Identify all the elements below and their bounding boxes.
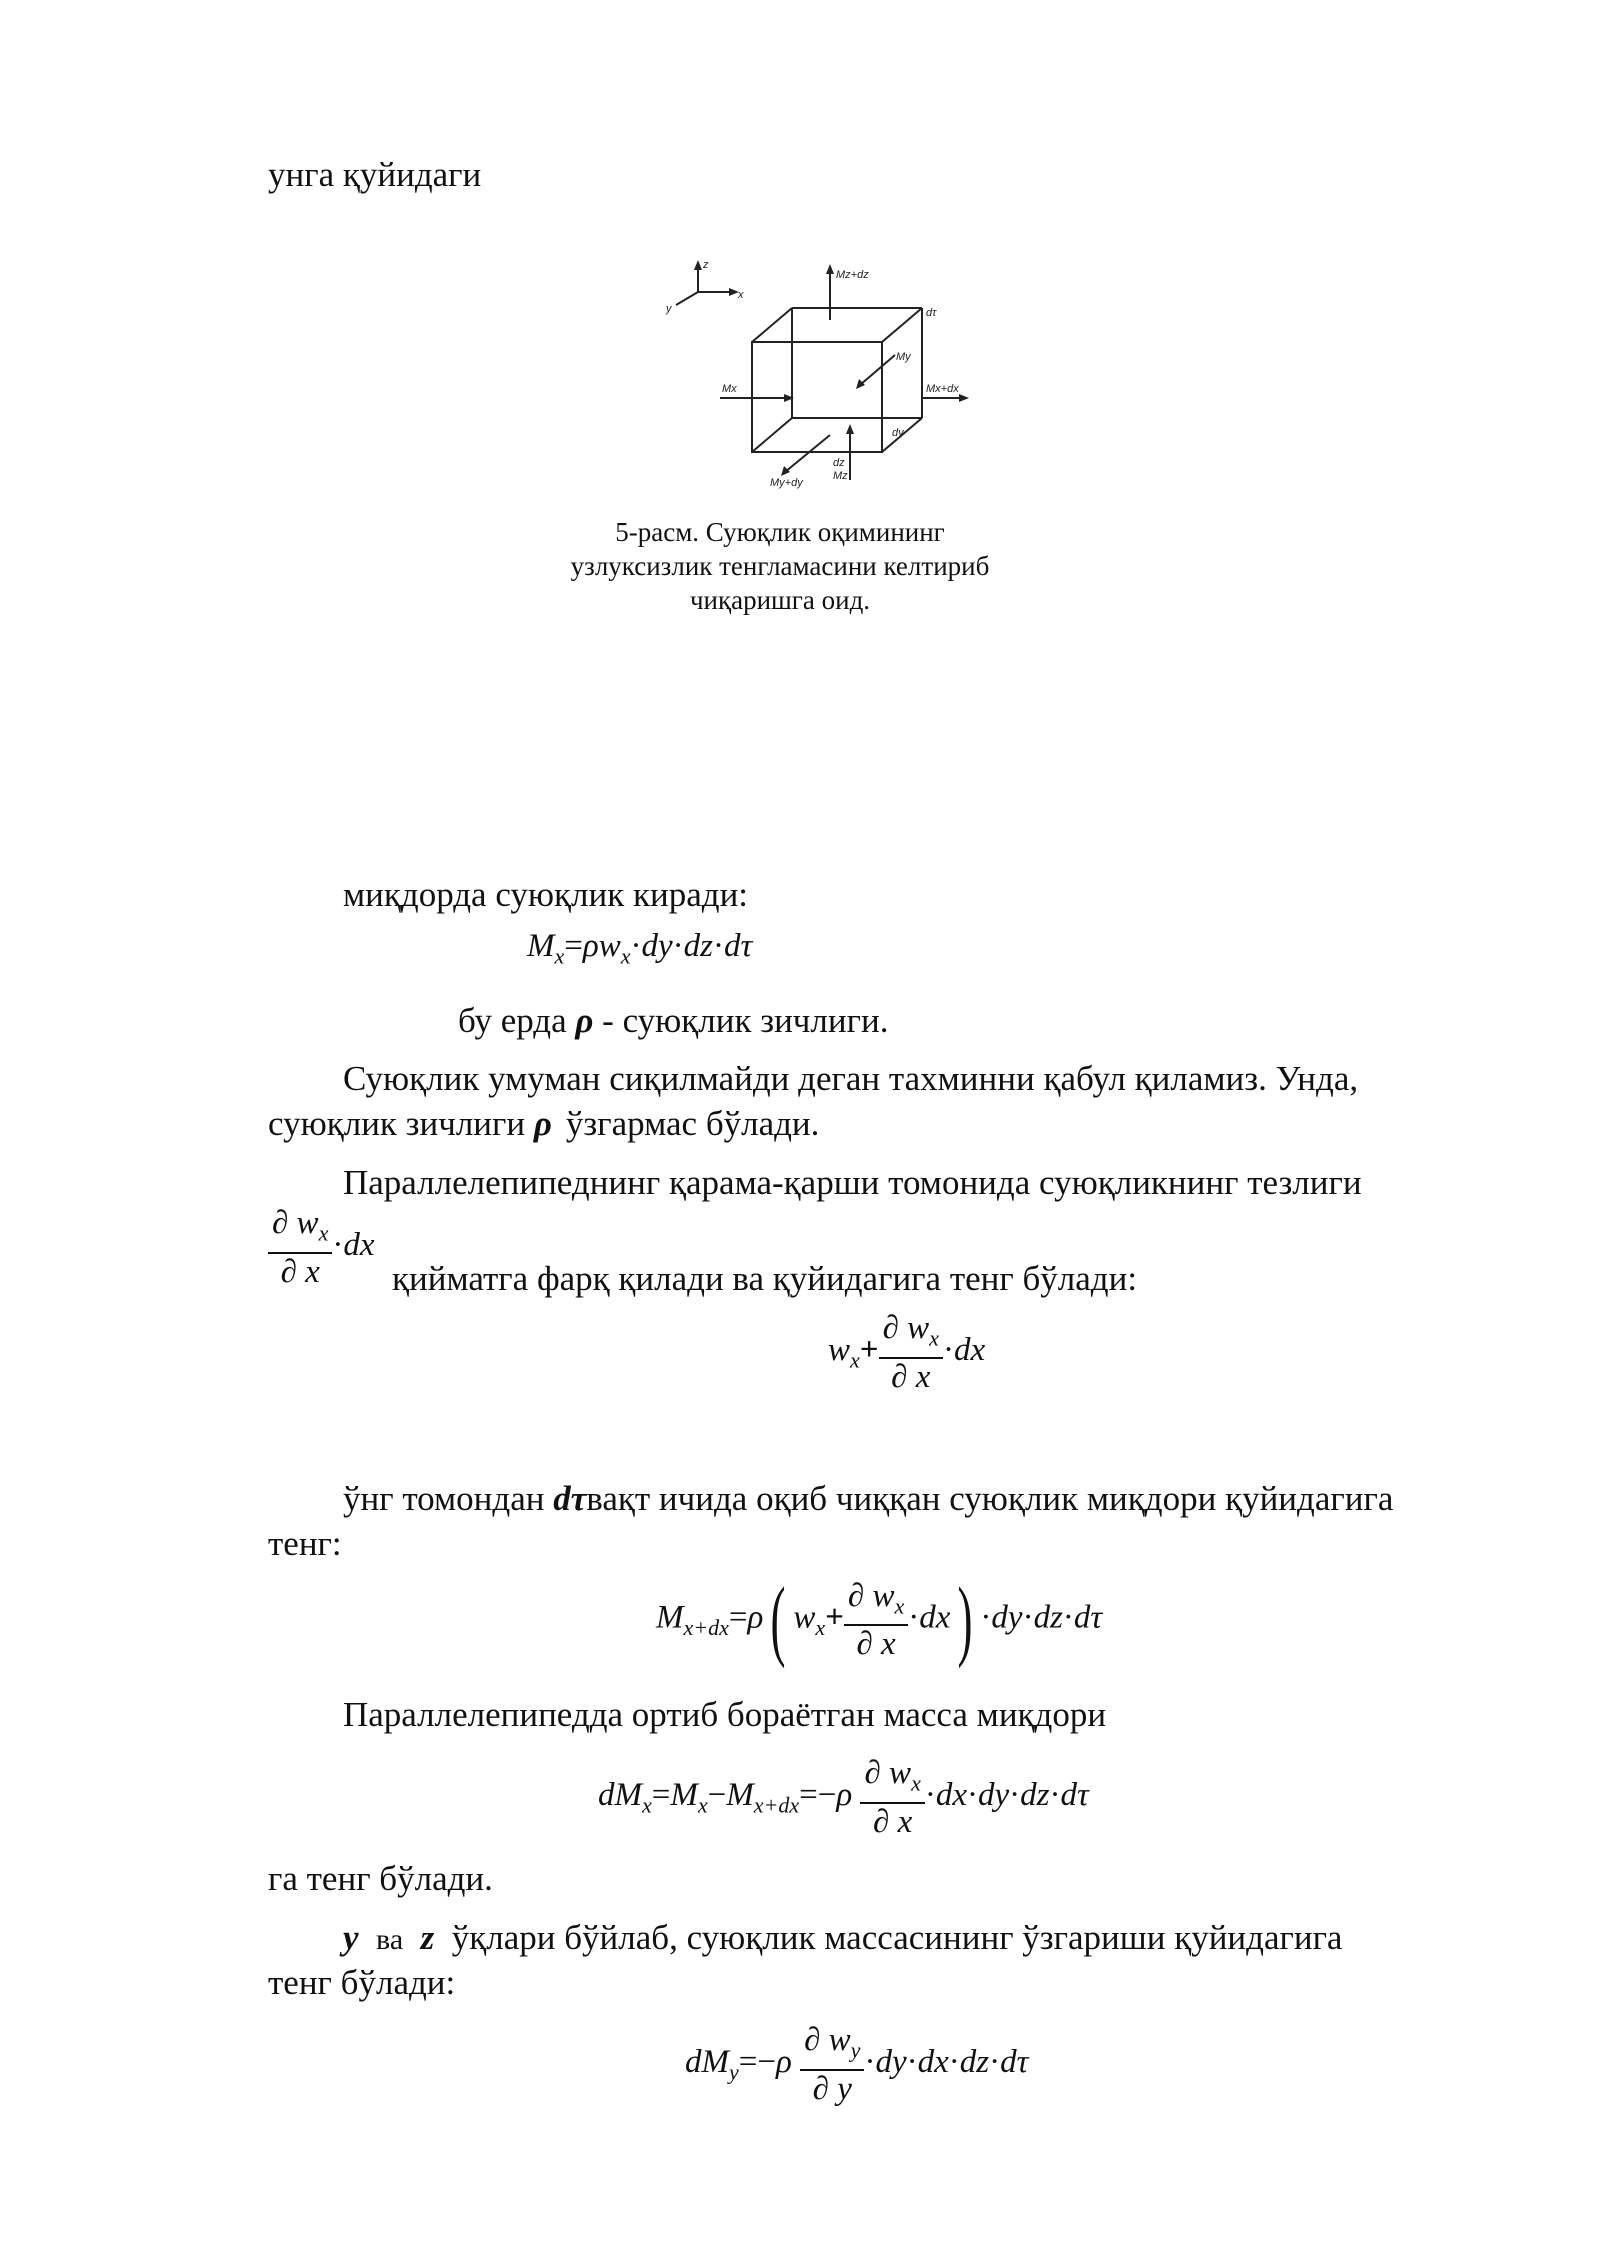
- paragraph-3-line-2: суюқлик зичлиги ρ ўзгармас бўлади.: [268, 1104, 820, 1143]
- rho-symbol: ρ: [575, 1001, 594, 1040]
- equation-velocity-right: $w_x+$ $\frac{\partial w_x}{\partial x}$ ·dx: [828, 1310, 986, 1395]
- figure-caption-line-1: 5-расм. Суюқлик оқимининг: [615, 517, 945, 547]
- dtau-symbol: dτ: [553, 1479, 587, 1518]
- paragraph-8-line-2: тенг бўлади:: [268, 1963, 456, 2002]
- equation-dmy: $dM_y=-\rho$ $\frac{\partial w_y}{\partial y}$ ·dy·dx·dz·dτ: [685, 2022, 1029, 2107]
- paragraph-top: унга қуйидаги: [268, 155, 482, 194]
- fig-axis-z: z: [703, 259, 709, 271]
- fig-label-my-dy: My+dy: [770, 477, 803, 489]
- paragraph-2: бу ерда ρ - суюқлик зичлиги.: [458, 1001, 889, 1040]
- figure-caption-line-3: чиқаришга оид.: [689, 585, 871, 615]
- fig-label-mx-right: Mx+dx: [926, 383, 959, 395]
- fig-label-dtau: dτ: [926, 307, 937, 319]
- equation-mx: $M_x=\rho w_x\cdot dy\cdot dz\cdot d\tau$: [527, 928, 753, 969]
- paragraph-3-line-1: Суюқлик умуман сиқилмайди деган тахминни қабул қиламиз. Унда,: [343, 1059, 1359, 1098]
- fig-label-my: My: [896, 351, 911, 363]
- fig-label-dz: dz: [833, 457, 845, 469]
- parallelepiped-figure: [640, 250, 1000, 500]
- paragraph-6: Параллелепипедда ортиб бораётган масса миқдори: [343, 1695, 1107, 1734]
- equation-mx-dx: $M_{x+dx}=\rho$( $w_x+$ $\frac{\partial w_x}{\partial x}$ ·dx) ·dy·dz·dτ: [656, 1570, 1103, 1669]
- paragraph-1: миқдорда суюқлик киради:: [343, 875, 749, 914]
- fig-label-mz: Mz: [833, 470, 848, 482]
- figure-caption-line-2: узлуксизлик тенгламасини келтириб: [570, 551, 990, 581]
- paragraph-8-line-1: y ва z ўқлари бўйлаб, суюқлик массасининг ўзгариши қуйидагига: [343, 1918, 1343, 1957]
- fig-label-mx-left: Mx: [722, 383, 737, 395]
- paragraph-7: га тенг бўлади.: [268, 1859, 493, 1898]
- paragraph-5-line-2: тенг:: [268, 1524, 342, 1563]
- fig-label-top: Mz+dz: [836, 269, 869, 281]
- paragraph-4-line-2: қийматга фарқ қилади ва қуйидагига тенг бўлади:: [392, 1259, 1138, 1298]
- fig-axis-x: x: [738, 289, 744, 301]
- paragraph-5-line-1: ўнг томондан dτвақт ичида оқиб чиққан суюқлик миқдори қуйидагига: [343, 1479, 1394, 1518]
- equation-velocity-diff: $\frac{\partial w_x}{\partial x}$ ·dx: [268, 1205, 375, 1290]
- paragraph-4-line-1: Параллелепипеднинг қарама-қарши томонида суюқликнинг тезлиги: [343, 1163, 1362, 1202]
- fig-axis-y: y: [666, 303, 672, 315]
- equation-dmx: $dM_x=M_x-M_{x+dx}=-\rho$ $\frac{\partial w_x}{\partial x}$ ·dx·dy·dz·dτ: [598, 1755, 1089, 1840]
- fig-label-dy: dy: [892, 427, 904, 439]
